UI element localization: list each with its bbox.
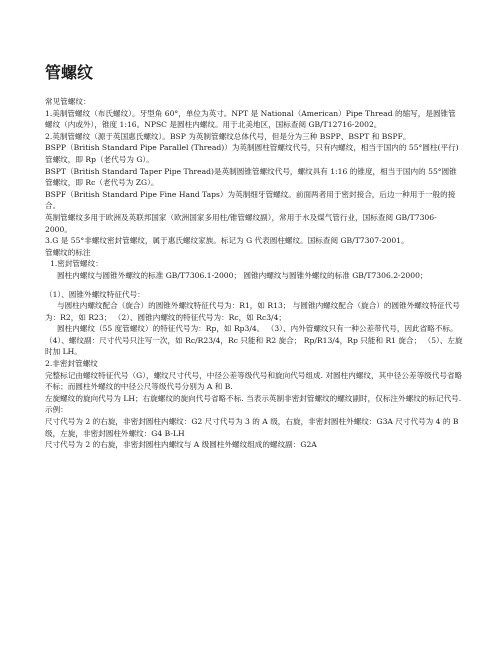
subsection-heading: （1）、圆锥外螺纹特征代号： bbox=[45, 289, 145, 299]
page-title: 管螺纹 bbox=[45, 63, 94, 82]
subsection-heading: 1.密封管螺纹： bbox=[50, 259, 103, 269]
paragraph: 2.英制管螺纹（源于英国惠氏螺纹）。BSP 为英制管螺纹总体代号，但是分为三种 BSPP、BSPT 和 BSPF。 bbox=[45, 131, 411, 141]
paragraph: 圆柱内螺纹（55 度管螺纹）的特征代号为：Rp，如 Rp3/4。 （3）、内外管螺纹只有一种公差带代号，因此省略不标。 （4）、螺纹副：尺寸代号只注写一次，如 Rc/R23/4，Rc 只能和 R2 旋合； Rp/R13/4，Rp 只能和 R1 旋合； （5）、左旋时加 LH。 bbox=[45, 324, 463, 357]
paragraph: 完整标记由螺纹特征代号（G），螺纹尺寸代号，中径公差等级代号和旋向代号组成. 对圆柱内螺纹，其中径公差等级代号省略不标；而圆柱外螺纹的中径公尺等级代号分别为 A 和 B. bbox=[45, 370, 463, 392]
paragraph: BSPP（British Standard Pipe Parallel (Thread)）为英制圆柱管螺纹代号，只有内螺纹，相当于国内的 55°圆柱(平行)管螺纹，即 Rp（老代号为 G）。 bbox=[45, 143, 459, 164]
paragraph: 尺寸代号为 2 的右旋，非密封圆柱内螺纹：G2 尺寸代号为 3 的 A 级，右旋，非密封圆柱外螺纹：G3A 尺寸代号为 4 的 B 级，左旋，非密封圆柱外螺纹：G4 B-LH bbox=[45, 417, 459, 438]
section-heading: 2.非密封管螺纹 bbox=[45, 359, 98, 369]
section-heading: 管螺纹的标注 bbox=[45, 247, 91, 257]
paragraph: 1.美制管螺纹（布氏螺纹）。牙型角 60°，单位为英寸。NPT 是 National（American）Pipe Thread 的缩写，是圆锥管螺纹（内或外），锥度 1:16。NPSC 是圆柱内螺纹。用于北美地区，国标查阅 GB/T12716-2002。 bbox=[45, 108, 456, 130]
paragraph: 与圆柱内螺纹配合（旋合）的圆锥外螺纹特征代号为：R1，如 R13； 与圆锥内螺纹配合（旋合）的圆锥外螺纹特征代号为：R2，如 R23； （2）、圆锥内螺纹的特征代号为：Rc，如 Rc3/4； bbox=[45, 301, 460, 322]
paragraph: 圆柱内螺纹与圆锥外螺纹的标准 GB/T7306.1-2000； 圆锥内螺纹与圆锥外螺纹的标准 GB/T7306.2-2000； bbox=[57, 270, 428, 280]
paragraph: 英制管螺纹多用于欧洲及英联邦国家（欧洲国家多用柱/锥管螺纹副），常用于水及煤气管行业，国标查阅 GB/T7306-2000。 bbox=[45, 212, 437, 234]
document-body bbox=[45, 96, 463, 451]
paragraph: BSPT（British Standard Taper Pipe Thread)是英制圆锥管螺纹代号，螺纹具有 1:16 的锥度，相当于国内的 55°圆锥管螺纹，即 Rc（老代号为 ZG）。 bbox=[45, 166, 457, 188]
spacer bbox=[45, 282, 463, 289]
paragraph: 左旋螺纹的旋向代号为 LH；右旋螺纹的旋向代号省略不标. 当表示英制非密封管螺纹的螺纹副时，仅标注外螺纹的标记代号. 示例： bbox=[45, 393, 462, 415]
paragraph: 常见管螺纹： bbox=[45, 97, 91, 106]
paragraph: 3.G 是 55°非螺纹密封管螺纹，属于惠氏螺纹家族。标记为 G 代表圆柱螺纹。国标查阅 GB/T7307-2001。 bbox=[45, 236, 409, 246]
paragraph: BSPF（British Standard Pipe Fine Hand Taps）为英制细牙管螺纹。前面两者用于密封接合，后边一种用于一般的接合。 bbox=[45, 189, 456, 211]
paragraph: 尺寸代号为 2 的右旋，非密封圆柱内螺纹与 A 级圆柱外螺纹组成的螺纹副：G2A bbox=[45, 440, 317, 450]
